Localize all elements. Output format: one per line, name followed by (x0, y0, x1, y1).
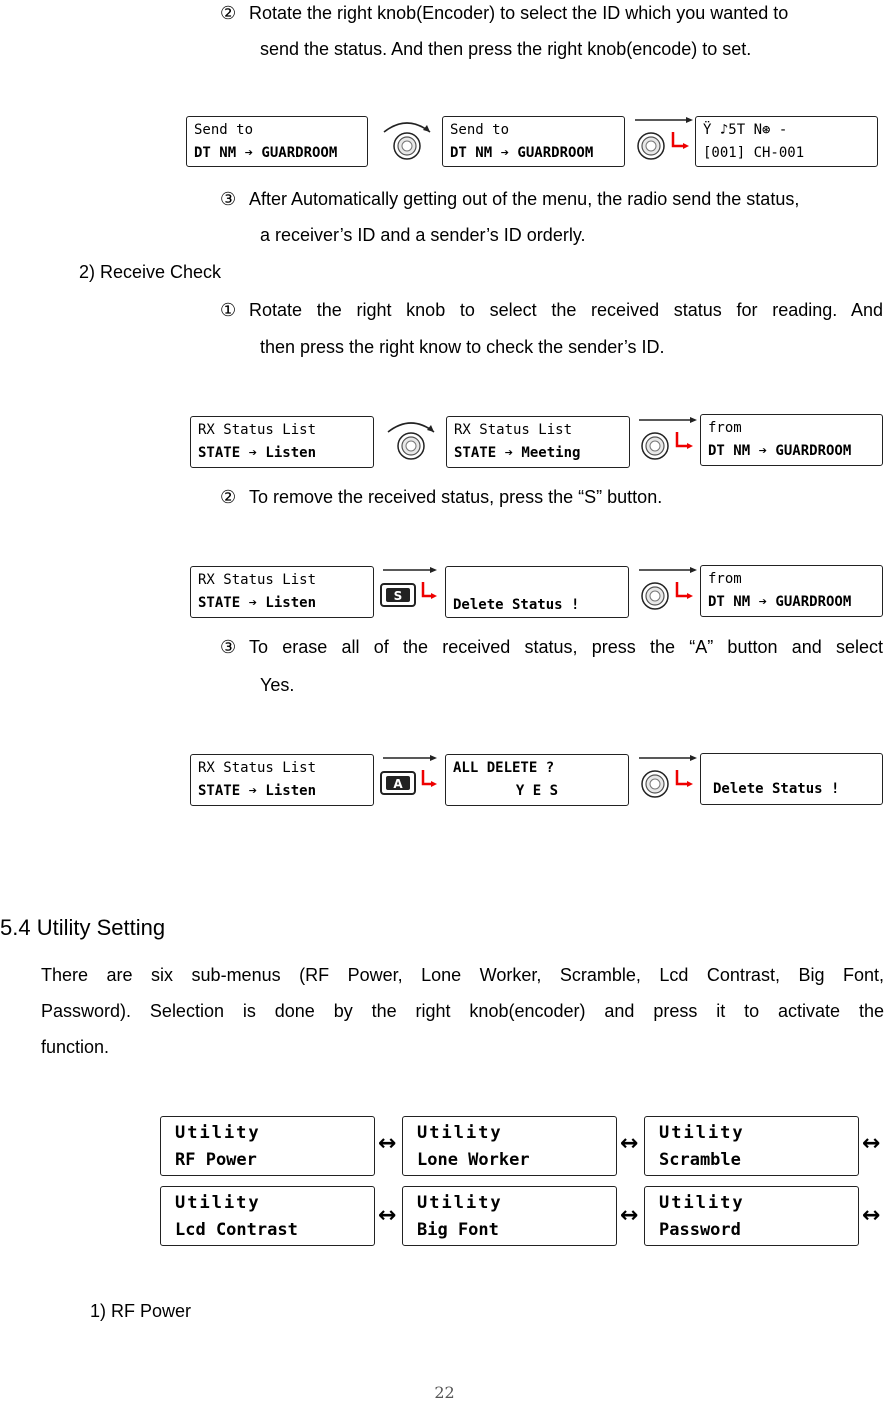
recv-step2-line1: To remove the received status, press the “S” button. (249, 487, 663, 507)
lcd-utility-scramble (644, 1116, 859, 1176)
lcd-send-to-2 (442, 116, 625, 167)
lcd-from-sender (700, 414, 883, 466)
lcd-line2: Lone Worker (417, 1150, 530, 1170)
lcd-rx-listen (190, 566, 374, 618)
lcd-line2: DT NM ➔ GUARDROOM (194, 145, 338, 161)
lcd-utility-big-font (402, 1186, 617, 1246)
lcd-line1: Send to (450, 122, 510, 138)
bidirectional-arrow-icon: ↔ (862, 1131, 881, 1156)
s-button-label: S (393, 589, 403, 603)
lcd-line2: Password (659, 1220, 741, 1240)
lcd-utility-lone-worker (402, 1116, 617, 1176)
lcd-utility-password (644, 1186, 859, 1246)
send-step3-marker: ③ (220, 189, 237, 209)
recv-step1-line2: then press the right know to check the sender’s ID. (260, 337, 665, 357)
send-step2-line2: send the status. And then press the right knob(encode) to set. (260, 39, 752, 59)
s-button-press-icon (379, 564, 441, 616)
rf-power-heading: 1) RF Power (90, 1301, 192, 1321)
lcd-rx-meeting (446, 416, 630, 468)
lcd-line2: STATE ➔ Listen (198, 445, 317, 461)
recv-step1-marker: ① (220, 300, 237, 320)
lcd-from-sender (700, 565, 883, 617)
lcd-line1: Utility (175, 1193, 261, 1213)
lcd-line1: Send to (194, 122, 254, 138)
lcd-line1: RX Status List (198, 572, 317, 588)
lcd-rx-listen (190, 416, 374, 468)
section-heading: 5.4 Utility Setting (0, 915, 166, 940)
lcd-line1: from (708, 420, 742, 436)
lcd-line2: Delete Status ! (453, 597, 580, 613)
lcd-utility-lcd-contrast (160, 1186, 375, 1246)
lcd-line2: DT NM ➔ GUARDROOM (450, 145, 594, 161)
lcd-line2: RF Power (175, 1150, 257, 1170)
lcd-line2: STATE ➔ Listen (198, 595, 317, 611)
bidirectional-arrow-icon: ↔ (378, 1131, 397, 1156)
bidirectional-arrow-icon: ↔ (378, 1203, 397, 1228)
rotate-knob-icon (378, 118, 436, 168)
lcd-line2: Delete Status ! (713, 781, 840, 797)
recv-step3-line1: To erase all of the received status, press the “A” button and select (249, 637, 883, 657)
lcd-line2: DT NM ➔ GUARDROOM (708, 443, 852, 459)
send-step2-line1: Rotate the right knob(Encoder) to select the ID which you wanted to (249, 3, 789, 23)
recv-step2-marker: ② (220, 487, 237, 507)
bidirectional-arrow-icon: ↔ (862, 1203, 881, 1228)
lcd-line1: Utility (175, 1123, 261, 1143)
lcd-line2: Scramble (659, 1150, 741, 1170)
recv-step3-line2: Yes. (260, 675, 295, 695)
rotate-knob-icon (382, 418, 440, 468)
press-knob-icon (637, 752, 699, 804)
lcd-send-to-1 (186, 116, 368, 167)
press-knob-icon (633, 114, 695, 166)
utility-para-line2: Password). Selection is done by the right knob(encoder) and press it to activate the (41, 1001, 884, 1021)
press-knob-icon (637, 414, 699, 466)
recv-step3-marker: ③ (220, 637, 237, 657)
lcd-line1: Utility (659, 1123, 745, 1143)
lcd-all-delete (445, 754, 629, 806)
lcd-line2: Big Font (417, 1220, 499, 1240)
lcd-line1: RX Status List (454, 422, 573, 438)
a-button-press-icon (379, 752, 441, 804)
lcd-line2: [001] CH-001 (703, 145, 805, 161)
lcd-line1: from (708, 571, 742, 587)
bidirectional-arrow-icon: ↔ (620, 1203, 639, 1228)
page-number: 22 (434, 1383, 455, 1402)
lcd-delete-status (700, 753, 883, 805)
lcd-line2: STATE ➔ Listen (198, 783, 317, 799)
lcd-line2: Lcd Contrast (175, 1220, 298, 1240)
lcd-standby (695, 116, 878, 167)
lcd-delete-status (445, 566, 629, 618)
send-step3-line1: After Automatically getting out of the menu, the radio send the status, (249, 189, 800, 209)
recv-step1-line1: Rotate the right knob to select the received status for reading. And (249, 300, 883, 320)
send-step2-marker: ② (220, 3, 237, 23)
utility-para-line1: There are six sub-menus (RF Power, Lone Worker, Scramble, Lcd Contrast, Big Font, (41, 965, 884, 985)
bidirectional-arrow-icon: ↔ (620, 1131, 639, 1156)
send-step3-line2: a receiver’s ID and a sender’s ID orderly. (260, 225, 586, 245)
lcd-line1: ALL DELETE ? (453, 760, 555, 776)
lcd-line2: Y E S (515, 783, 559, 799)
press-knob-icon (637, 564, 699, 616)
lcd-utility-rf-power (160, 1116, 375, 1176)
receive-check-heading: 2) Receive Check (79, 262, 222, 282)
a-button-label: A (393, 777, 403, 791)
lcd-rx-listen (190, 754, 374, 806)
lcd-line2: STATE ➔ Meeting (454, 445, 581, 461)
utility-para-line3: function. (41, 1037, 110, 1057)
lcd-line1: RX Status List (198, 422, 317, 438)
lcd-line1: RX Status List (198, 760, 317, 776)
lcd-line1: Utility (417, 1193, 503, 1213)
lcd-line2: DT NM ➔ GUARDROOM (708, 594, 852, 610)
lcd-line1: Ÿ ♪5T N⊛ - (703, 122, 788, 138)
lcd-line1: Utility (417, 1123, 503, 1143)
lcd-line1: Utility (659, 1193, 745, 1213)
